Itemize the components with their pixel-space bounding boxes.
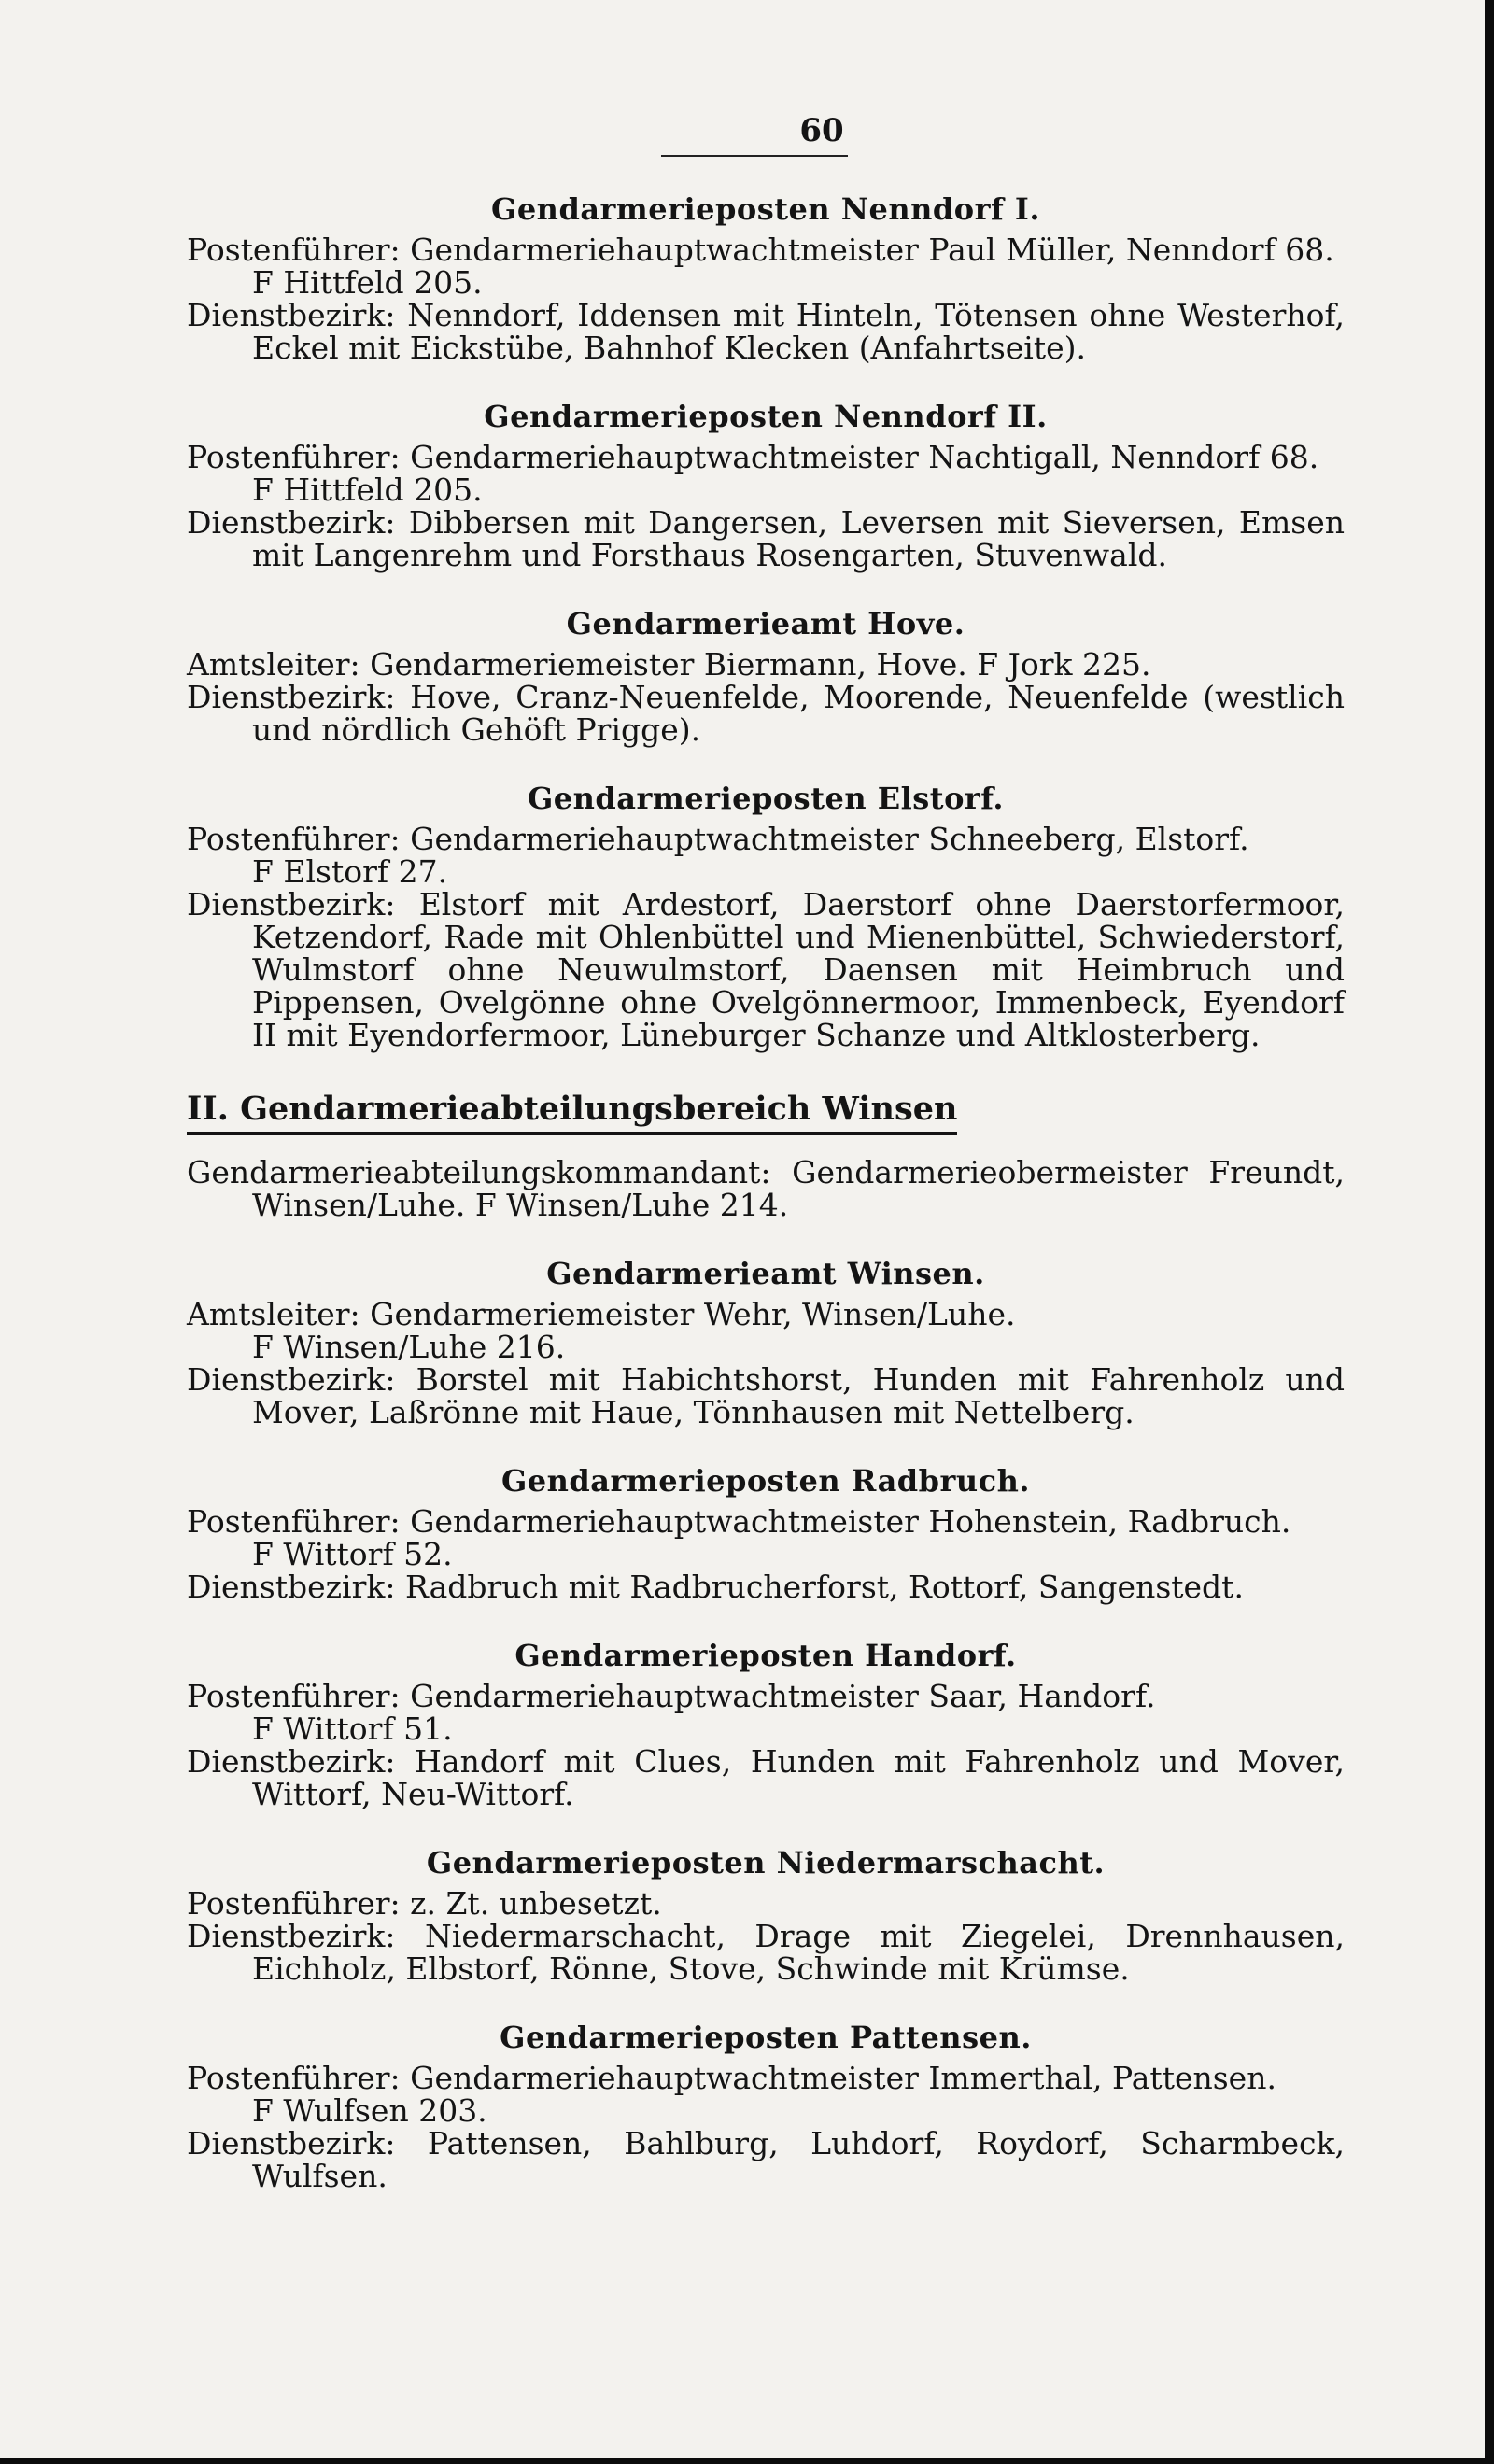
section-heading: Gendarmerieamt Winsen. bbox=[546, 1256, 985, 1291]
entry-line bbox=[187, 681, 1345, 746]
entry-line bbox=[187, 1887, 1345, 1920]
entry-text: Gendarmeriemeister Wehr, Winsen/Luhe. bbox=[370, 1296, 1016, 1332]
phone-line: F Wittorf 51. bbox=[252, 1711, 453, 1747]
section-heading: Gendarmerieposten Nenndorf II. bbox=[484, 399, 1048, 434]
entry-line bbox=[187, 823, 1345, 855]
entry-line bbox=[187, 888, 1345, 1051]
scan-edge-bottom bbox=[0, 2458, 1494, 2464]
division-heading: II. Gendarmerieabteilungsbereich Winsen bbox=[187, 1089, 957, 1135]
entry-label: Dienstbezirk: bbox=[187, 1918, 396, 1954]
phone-line: F Wulfsen 203. bbox=[252, 2092, 487, 2129]
entry-label: Postenführer: bbox=[187, 1678, 401, 1714]
division-body bbox=[187, 1156, 1345, 1221]
entry-text: Radbruch mit Radbrucherforst, Rottorf, Sangenstedt. bbox=[404, 1569, 1244, 1605]
entry-text: Gendarmerieobermeister Freundt, Winsen/Luhe. F Winsen/Luhe 214. bbox=[252, 1154, 1345, 1223]
entry-text: Borstel mit Habichtshorst, Hunden mit Fahrenholz und Mover, Laßrönne mit Haue, Tönnhausen mit Nettelberg. bbox=[252, 1361, 1346, 1430]
entry-text: Hove, Cranz-Neuenfelde, Moorende, Neuenfelde (westlich und nördlich Gehöft Prigge). bbox=[252, 679, 1345, 748]
entry-label: Dienstbezirk: bbox=[187, 679, 396, 715]
entry-line bbox=[187, 1363, 1345, 1429]
entry-text: Niedermarschacht, Drage mit Ziegelei, Drennhausen, Eichholz, Elbstorf, Rönne, Stove, Schwinde mit Krümse. bbox=[252, 1918, 1345, 1987]
entry-line bbox=[187, 1298, 1345, 1331]
entry-text: Dibbersen mit Dangersen, Leversen mit Sieversen, Emsen mit Langenrehm und Forsthaus Rosengarten, Stuvenwald. bbox=[252, 504, 1345, 573]
entry-label: Postenführer: bbox=[187, 439, 401, 475]
entry-label: Dienstbezirk: bbox=[187, 1569, 396, 1605]
entry-line bbox=[187, 1680, 1345, 1712]
entry-label: Gendarmerieabteilungskommandant: bbox=[187, 1154, 771, 1190]
entry-text: Elstorf mit Ardestorf, Daerstorf ohne Daerstorfermoor, Ketzendorf, Rade mit Ohlenbüttel und Mienenbüttel, Schwiederstorf, Wulmstorf ohne Neuwulmstorf, Daensen mit Heimbruch und Pippensen, Ovelgönne ohne Ovelgönnermoor, Immenbeck, Eyendorf II mit Eyendorfermoor, Lüneburger Schanze und Altklosterberg. bbox=[252, 886, 1346, 1053]
entry-label: Amtsleiter: bbox=[187, 646, 360, 683]
section-heading: Gendarmerieposten Pattensen. bbox=[500, 2020, 1032, 2055]
entry-line bbox=[187, 1156, 1345, 1221]
entry-text: z. Zt. unbesetzt. bbox=[410, 1885, 662, 1922]
sections-part-1 bbox=[187, 190, 1345, 1051]
entry-label: Dienstbezirk: bbox=[187, 886, 396, 922]
page-number-rule bbox=[661, 155, 848, 157]
entry-label: Postenführer: bbox=[187, 1885, 401, 1922]
entry-line bbox=[187, 1920, 1345, 1985]
entry-text: Handorf mit Clues, Hunden mit Fahrenholz und Mover, Wittorf, Neu-Wittorf. bbox=[252, 1743, 1345, 1812]
entry-text: Pattensen, Bahlburg, Luhdorf, Roydorf, Scharmbeck, Wulfsen. bbox=[252, 2125, 1345, 2194]
entry-text: Nenndorf, Iddensen mit Hinteln, Tötensen ohne Westerhof, Eckel mit Eickstübe, Bahnhof Klecken (Anfahrtseite). bbox=[252, 297, 1345, 366]
section-heading: Gendarmerieposten Nenndorf I. bbox=[490, 191, 1041, 227]
entry-label: Dienstbezirk: bbox=[187, 1743, 396, 1780]
entry-label: Postenführer: bbox=[187, 2060, 401, 2096]
phone-line: F Hittfeld 205. bbox=[252, 472, 483, 508]
entry-label: Postenführer: bbox=[187, 821, 401, 857]
entry-label: Dienstbezirk: bbox=[187, 2125, 396, 2161]
entry-line bbox=[187, 1570, 1345, 1603]
post-section bbox=[187, 1255, 1345, 1429]
phone-line: F Wittorf 52. bbox=[252, 1536, 453, 1572]
entry-text: Gendarmeriehauptwachtmeister Hohenstein, Radbruch. bbox=[410, 1503, 1291, 1540]
entry-label: Amtsleiter: bbox=[187, 1296, 360, 1332]
entry-label: Postenführer: bbox=[187, 1503, 401, 1540]
entry-line bbox=[187, 233, 1345, 266]
section-heading: Gendarmerieposten Niedermarschacht. bbox=[426, 1845, 1106, 1880]
entry-text: Gendarmeriehauptwachtmeister Paul Müller, Nenndorf 68. bbox=[410, 232, 1334, 268]
phone-line: F Hittfeld 205. bbox=[252, 264, 483, 301]
section-heading: Gendarmerieposten Elstorf. bbox=[527, 781, 1005, 816]
post-section bbox=[187, 605, 1345, 746]
entry-text: Gendarmeriemeister Biermann, Hove. F Jork 225. bbox=[370, 646, 1151, 683]
entry-line bbox=[187, 1505, 1345, 1538]
entry-line bbox=[187, 299, 1345, 364]
entry-label: Dienstbezirk: bbox=[187, 504, 396, 541]
post-section bbox=[187, 190, 1345, 364]
entry-text: Gendarmeriehauptwachtmeister Schneeberg, Elstorf. bbox=[410, 821, 1249, 857]
post-section bbox=[187, 1462, 1345, 1603]
page-number: 60 bbox=[799, 112, 844, 149]
sections-part-2 bbox=[187, 1255, 1345, 2192]
post-section bbox=[187, 1844, 1345, 1985]
entry-label: Dienstbezirk: bbox=[187, 297, 396, 333]
entry-line bbox=[187, 441, 1345, 473]
entry-label: Postenführer: bbox=[187, 232, 401, 268]
entry-text: Gendarmeriehauptwachtmeister Saar, Handorf. bbox=[410, 1678, 1156, 1714]
entry-line bbox=[187, 2062, 1345, 2094]
entry-label: Dienstbezirk: bbox=[187, 1361, 396, 1398]
page-content bbox=[187, 112, 1345, 2192]
phone-line: F Winsen/Luhe 216. bbox=[252, 1329, 566, 1365]
section-heading: Gendarmerieposten Handorf. bbox=[514, 1638, 1017, 1673]
post-section bbox=[187, 1637, 1345, 1810]
entry-text: Gendarmeriehauptwachtmeister Immerthal, Pattensen. bbox=[410, 2060, 1276, 2096]
scan-edge bbox=[1485, 0, 1494, 2464]
entry-text: Gendarmeriehauptwachtmeister Nachtigall, Nenndorf 68. bbox=[410, 439, 1319, 475]
entry-line bbox=[187, 648, 1345, 681]
post-section bbox=[187, 2019, 1345, 2192]
entry-line bbox=[187, 506, 1345, 571]
entry-line bbox=[187, 2127, 1345, 2192]
phone-line: F Elstorf 27. bbox=[252, 853, 448, 890]
entry-line bbox=[187, 1745, 1345, 1810]
section-heading: Gendarmerieamt Hove. bbox=[566, 606, 965, 641]
post-section bbox=[187, 780, 1345, 1051]
section-heading: Gendarmerieposten Radbruch. bbox=[500, 1463, 1031, 1499]
post-section bbox=[187, 398, 1345, 571]
